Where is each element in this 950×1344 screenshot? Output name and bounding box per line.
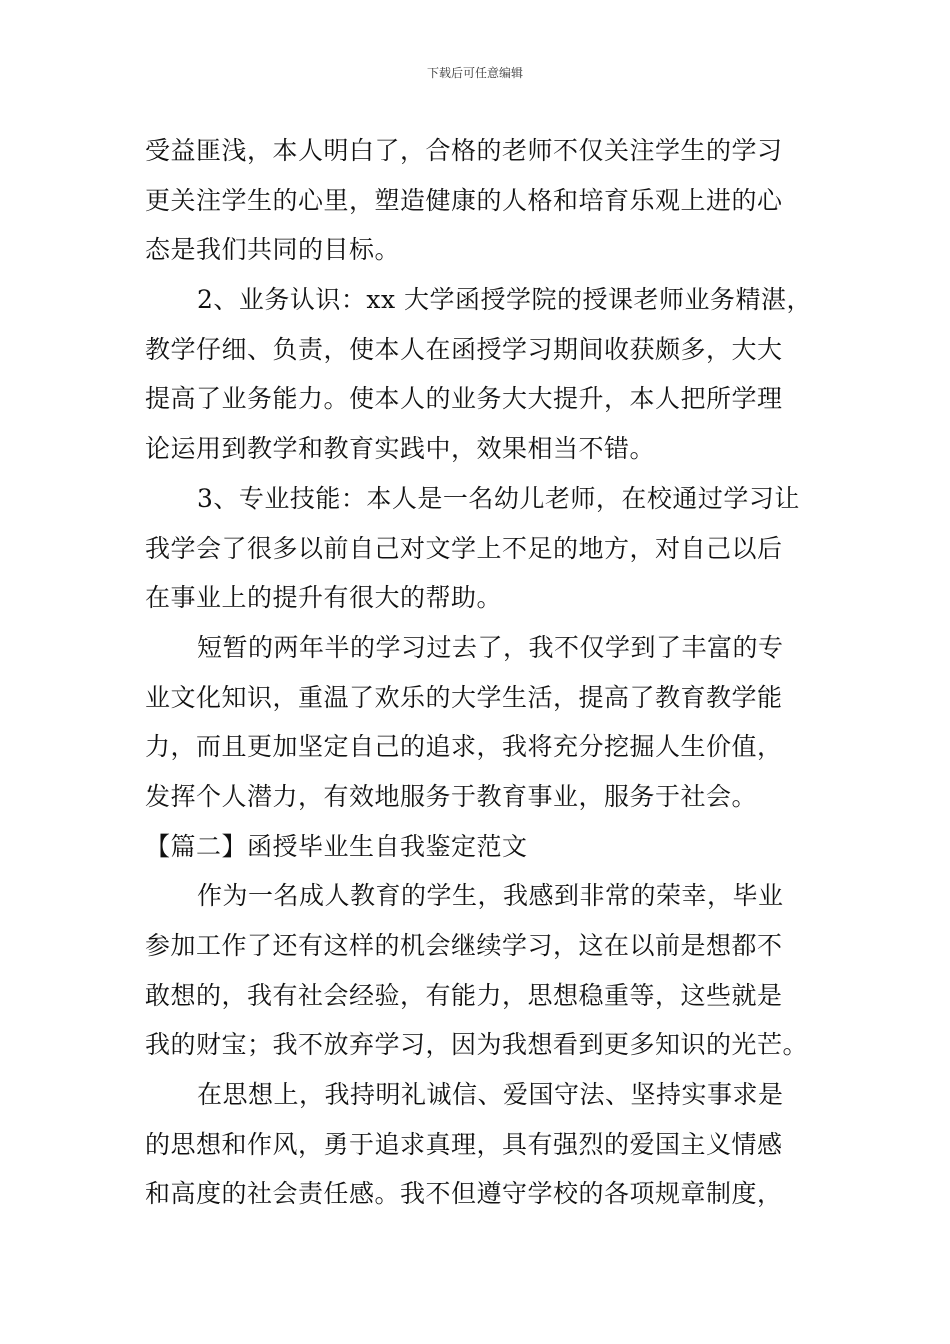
text-line: 业文化知识，重温了欢乐的大学生活，提高了教育教学能: [145, 682, 783, 712]
text-line: 敢想的，我有社会经验，有能力，思想稳重等，这些就是: [145, 980, 783, 1010]
text-line: 态是我们共同的目标。: [145, 235, 401, 265]
text-line: 和高度的社会责任感。我不但遵守学校的各项规章制度，: [145, 1179, 783, 1209]
text-line: 参加工作了还有这样的机会继续学习，这在以前是想都不: [145, 931, 783, 960]
text-line: 短暂的两年半的学习过去了，我不仅学到了丰富的专: [197, 632, 784, 662]
text-line: 作为一名成人教育的学生，我感到非常的荣幸，毕业: [197, 881, 784, 911]
text-line: 的思想和作风，勇于追求真理，具有强烈的爱国主义情感: [145, 1129, 783, 1159]
text-line: 2、业务认识：xx 大学函授学院的授课老师业务精湛，: [197, 285, 813, 315]
text-line: 提高了业务能力。使本人的业务大大提升，本人把所学理: [145, 384, 783, 414]
text-line: 发挥个人潜力，有效地服务于教育事业，服务于社会。: [145, 781, 758, 811]
section-heading: 【篇二】函授毕业生自我鉴定范文: [145, 831, 528, 861]
text-line: 论运用到教学和教育实践中，效果相当不错。: [145, 434, 656, 464]
text-line: 力，而且更加坚定自己的追求，我将充分挖掘人生价值，: [145, 732, 783, 762]
text-line: 受益匪浅，本人明白了，合格的老师不仅关注学生的学习: [145, 136, 783, 165]
text-line: 在思想上，我持明礼诚信、爱国守法、坚持实事求是: [197, 1080, 784, 1110]
text-line: 更关注学生的心里，塑造健康的人格和培育乐观上进的心: [145, 185, 783, 215]
document-body: [145, 126, 813, 1219]
text-line: 教学仔细、负责，使本人在函授学习期间收获颇多，大大: [145, 334, 783, 364]
text-line: 在事业上的提升有很大的帮助。: [145, 583, 503, 613]
page-header: 下载后可任意编辑: [426, 66, 523, 80]
text-line: 我学会了很多以前自己对文学上不足的地方，对自己以后: [145, 533, 783, 563]
text-line: 3、专业技能：本人是一名幼儿老师，在校通过学习让: [197, 483, 800, 513]
text-line: 我的财宝；我不放弃学习，因为我想看到更多知识的光芒。: [145, 1030, 809, 1060]
